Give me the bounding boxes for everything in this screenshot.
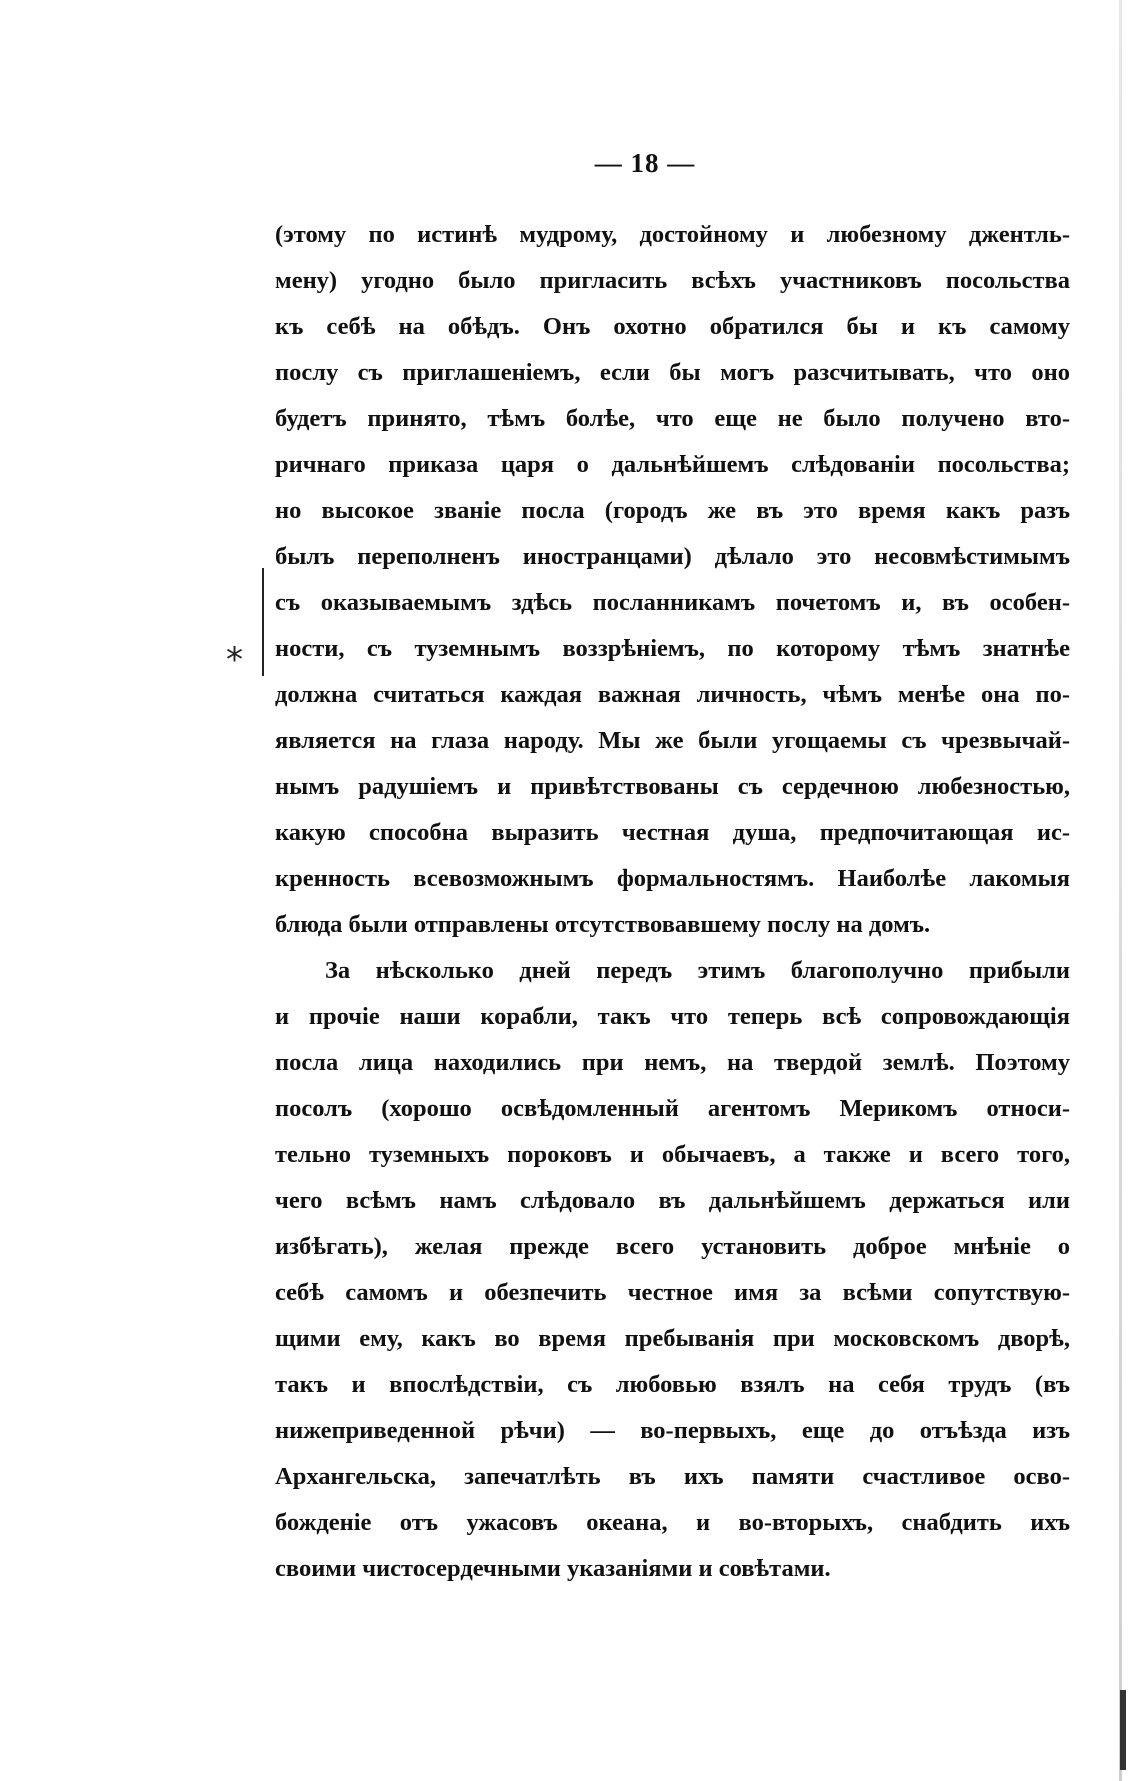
text-line: ричнаго приказа царя о дальнѣйшемъ слѣдованіи посольства; bbox=[275, 451, 1070, 478]
text-line: къ себѣ на обѣдъ. Онъ охотно обратился бы и къ самому bbox=[275, 313, 1070, 340]
text-line: ности, съ туземнымъ воззрѣніемъ, по которому тѣмъ знатнѣе bbox=[275, 635, 1070, 662]
text-line: божденіе отъ ужасовъ океана, и во-вторыхъ, снабдить ихъ bbox=[275, 1509, 1070, 1536]
margin-vertical-mark bbox=[262, 568, 264, 676]
text-line: и прочіе наши корабли, такъ что теперь всѣ сопровождающія bbox=[275, 1003, 1070, 1030]
text-line: какую способна выразить честная душа, предпочитающая ис- bbox=[275, 819, 1070, 846]
paragraph-2 bbox=[275, 948, 1070, 1592]
text-line: За нѣсколько дней передъ этимъ благополучно прибыли bbox=[325, 957, 1070, 984]
text-line: былъ переполненъ иностранцами) дѣлало это несовмѣстимымъ bbox=[275, 543, 1070, 570]
text-line: тельно туземныхъ пороковъ и обычаевъ, а также и всего того, bbox=[275, 1141, 1070, 1168]
text-line: такъ и впослѣдствіи, съ любовью взялъ на себя трудъ (въ bbox=[275, 1371, 1070, 1398]
text-line: посла лица находились при немъ, на твердой землѣ. Поэтому bbox=[275, 1049, 1070, 1076]
text-line: щими ему, какъ во время пребыванія при московскомъ дворѣ, bbox=[275, 1325, 1070, 1352]
text-line: избѣгать), желая прежде всего установить доброе мнѣніе о bbox=[275, 1233, 1070, 1260]
paragraph-1 bbox=[275, 212, 1070, 948]
text-line: себѣ самомъ и обезпечить честное имя за всѣми сопутствую- bbox=[275, 1279, 1070, 1306]
text-line: съ оказываемымъ здѣсь посланникамъ почетомъ и, въ особен- bbox=[275, 589, 1070, 616]
text-line: кренность всевозможнымъ формальностямъ. Наиболѣе лакомыя bbox=[275, 865, 1070, 892]
text-line: мену) угодно было пригласить всѣхъ участниковъ посольства bbox=[275, 267, 1070, 294]
text-line: является на глаза народу. Мы же были угощаемы съ чрезвычай- bbox=[275, 727, 1070, 754]
text-line: нымъ радушіемъ и привѣтствованы съ сердечною любезностью, bbox=[275, 773, 1070, 800]
text-line: своими чистосердечными указаніями и совѣтами. bbox=[275, 1555, 831, 1582]
text-line: но высокое званіе посла (городъ же въ это время какъ разъ bbox=[275, 497, 1070, 524]
text-line: будетъ принято, тѣмъ болѣе, что еще не было получено вто- bbox=[275, 405, 1070, 432]
text-line: посолъ (хорошо освѣдомленный агентомъ Мерикомъ относи- bbox=[275, 1095, 1070, 1122]
text-line: послу съ приглашеніемъ, если бы могъ разсчитывать, что оно bbox=[275, 359, 1070, 386]
page-edge-shadow bbox=[1119, 0, 1122, 1781]
text-line: должна считаться каждая важная личность, чѣмъ менѣе она по- bbox=[275, 681, 1070, 708]
margin-star-annotation: * bbox=[226, 640, 243, 680]
page-edge-binding bbox=[1120, 1690, 1126, 1770]
text-line: (этому по истинѣ мудрому, достойному и любезному джентль- bbox=[275, 221, 1070, 248]
body-text bbox=[275, 212, 1070, 1592]
text-line: чего всѣмъ намъ слѣдовало въ дальнѣйшемъ держаться или bbox=[275, 1187, 1070, 1214]
page-number: — 18 — bbox=[594, 148, 696, 178]
text-line: Архангельска, запечатлѣть въ ихъ памяти счастливое осво- bbox=[275, 1463, 1070, 1490]
text-line: нижеприведенной рѣчи) — во-первыхъ, еще до отъѣзда изъ bbox=[275, 1417, 1070, 1444]
text-line: блюда были отправлены отсутствовавшему послу на домъ. bbox=[275, 911, 931, 938]
